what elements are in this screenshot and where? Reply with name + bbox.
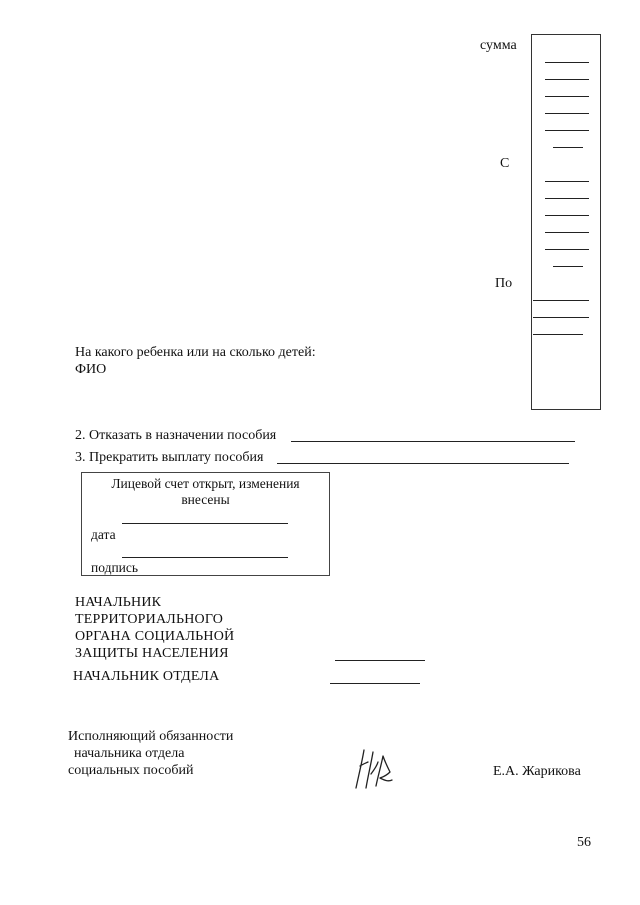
handwritten-signature: [350, 744, 398, 794]
stop-item: 3. Прекратить выплату пособия: [75, 450, 264, 465]
sum-line-6: [553, 147, 583, 148]
account-box-title-2: внесены: [181, 492, 230, 507]
sum-line-1: [545, 62, 589, 63]
which-child-question: На какого ребенка или на сколько детей:: [75, 345, 316, 360]
from-label: С: [500, 156, 510, 171]
from-line-1: [545, 181, 589, 182]
to-line-1: [533, 300, 589, 301]
sum-period-column: [531, 34, 601, 410]
page-number: 56: [577, 835, 591, 850]
head-signature-line: [335, 660, 425, 661]
refuse-item: 2. Отказать в назначении пособия: [75, 428, 277, 443]
sum-line-2: [545, 79, 589, 80]
head-title-line-4: ЗАЩИТЫ НАСЕЛЕНИЯ: [75, 646, 229, 661]
sum-line-3: [545, 96, 589, 97]
acting-line-1: Исполняющий обязанности: [68, 729, 234, 744]
to-line-2: [533, 317, 589, 318]
head-title-line-1: НАЧАЛЬНИК: [75, 595, 162, 610]
sum-line-4: [545, 113, 589, 114]
stop-line: [277, 463, 569, 464]
dept-head-signature-line: [330, 683, 420, 684]
refuse-line: [291, 441, 575, 442]
sum-line-5: [545, 130, 589, 131]
to-line-3: [533, 334, 583, 335]
signature-label: подпись: [91, 560, 139, 575]
from-line-6: [553, 266, 583, 267]
dept-head-title: НАЧАЛЬНИК ОТДЕЛА: [73, 669, 220, 684]
acting-line-2: начальника отдела: [74, 746, 185, 761]
fio-label: ФИО: [75, 362, 107, 377]
acting-name: Е.А. Жарикова: [493, 764, 581, 779]
from-line-4: [545, 232, 589, 233]
head-title-line-3: ОРГАНА СОЦИАЛЬНОЙ: [75, 629, 235, 644]
sum-label: сумма: [480, 38, 517, 53]
date-label: дата: [91, 527, 116, 542]
from-line-2: [545, 198, 589, 199]
date-line: [122, 523, 288, 524]
to-label: По: [495, 276, 513, 291]
account-box-title-1: Лицевой счет открыт, изменения: [111, 476, 300, 491]
from-line-3: [545, 215, 589, 216]
head-title-line-2: ТЕРРИТОРИАЛЬНОГО: [75, 612, 224, 627]
signature-line: [122, 557, 288, 558]
from-line-5: [545, 249, 589, 250]
acting-line-3: социальных пособий: [68, 763, 194, 778]
